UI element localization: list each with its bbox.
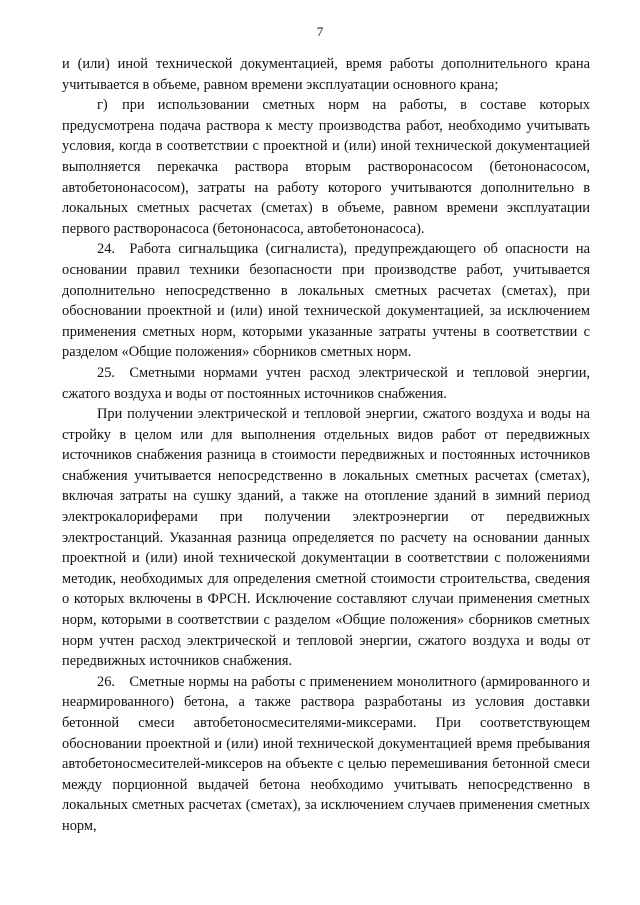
paragraph-25-detail: При получении электрической и тепловой энергии, сжатого воздуха и воды на стройку в целом или для выполнения отдельных видов работ от передвижных источников снабжения разница в стоимости передвижных и постоянных источников снабжения учитывается непосредственно в локальных сметных расчетах (сметах), включая затраты на сушку зданий, а также на отопление зданий в зимний период электрокалориферами при получении электроэнергии от передвижных электростанций. Указанная разница определяется по расчету на основании данных проектной и (или) иной технической документации в соответствии с положениями методик, необходимых для определения сметной стоимости строительства, сведения о которых включены в ФРСН. Исключение составляют случаи применения сметных норм, которыми в соответствии с разделом «Общие положения» сборников сметных норм учтен расход электрической и тепловой энергии, сжатого воздуха и воды от передвижных источников снабжения. xyxy=(62,406,590,670)
paragraph-continuation: и (или) иной технической документацией, время работы дополнительного крана учитывается в объеме, равном времени эксплуатации основного крана; xyxy=(62,56,590,93)
paragraph-26: 26. Сметные нормы на работы с применением монолитного (армированного и неармированного) бетона, а также раствора разработаны из условия доставки бетонной смеси автобетоносмесителями-миксерами. При соответствующем обосновании проектной и (или) иной технической документацией время пребывания автобетоносмесителей-миксеров на объекте с целью перемешивания бетонной смеси между порционной выдачей бетона необходимо учитывать непосредственно в локальных сметных расчетах (сметах), за исключением случаев применения сметных норм, xyxy=(62,673,590,834)
paragraph-25: 25. Сметными нормами учтен расход электрической и тепловой энергии, сжатого воздуха и воды от постоянных источников снабжения. xyxy=(62,364,590,402)
page-number: 7 xyxy=(316,24,324,39)
document-body xyxy=(62,54,590,837)
paragraph-item-g: г) при использовании сметных норм на работы, в составе которых предусмотрена подача раствора к месту производства работ, необходимо учитывать условия, когда в соответствии с проектной и (или) иной технической документацией выполняется перекачка раствора вторым растворонасосом (бетононасосом, автобетононасосом), затраты на работу которого учитываются дополнительно в локальных сметных расчетах (сметах) в объеме, равном времени эксплуатации первого растворонасоса (бетононасоса, автобетононасоса). xyxy=(62,97,590,237)
paragraph-24: 24. Работа сигнальщика (сигналиста), предупреждающего об опасности на основании правил техники безопасности при производстве работ, учитывается дополнительно непосредственно в локальных сметных расчетах (сметах), при обосновании проектной и (или) иной технической документацией, за исключением применения сметных норм, которыми указанные затраты учтены в соответствии с разделом «Общие положения» сборников сметных норм. xyxy=(62,241,590,361)
